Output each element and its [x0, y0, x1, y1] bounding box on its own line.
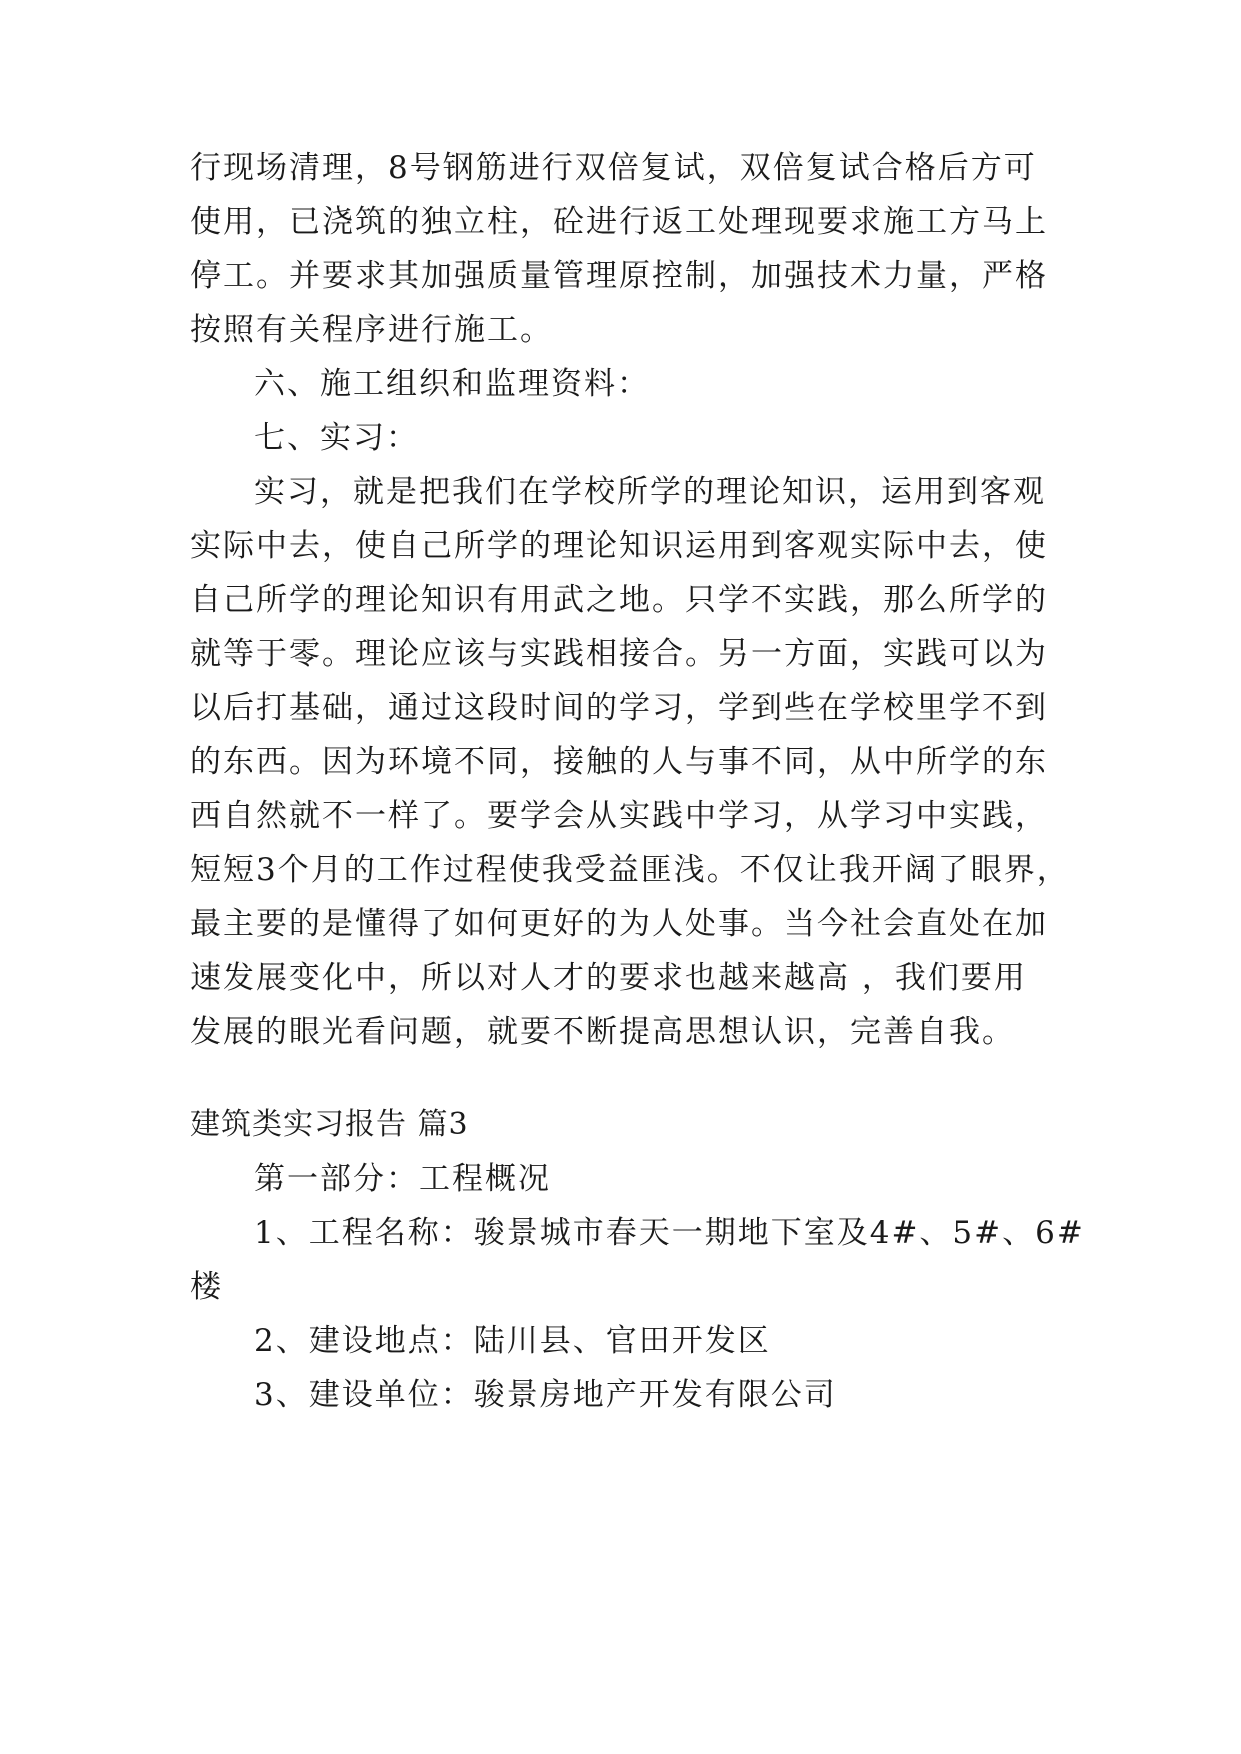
- paragraph-line: 使用，已浇筑的独立柱，砼进行返工处理现要求施工方马上: [190, 204, 1048, 240]
- paragraph-line: 停工。并要求其加强质量管理原控制，加强技术力量，严格: [190, 258, 1048, 294]
- list-item: 3、建设单位：骏景房地产开发有限公司: [254, 1377, 837, 1413]
- paragraph-line: 行现场清理，8号钢筋进行双倍复试，双倍复试合格后方可: [190, 150, 1037, 186]
- paragraph-line: 自己所学的理论知识有用武之地。只学不实践，那么所学的: [190, 582, 1048, 618]
- list-item-continuation: 楼: [190, 1269, 223, 1305]
- paragraph-line: 实际中去，使自己所学的理论知识运用到客观实际中去，使: [190, 528, 1048, 564]
- section-title: 建筑类实习报告 篇3: [190, 1107, 469, 1142]
- subheading-line: 六、施工组织和监理资料：: [254, 366, 650, 402]
- paragraph-line: 以后打基础，通过这段时间的学习，学到些在学校里学不到: [190, 690, 1048, 726]
- paragraph-line: 发展的眼光看问题，就要不断提高思想认识，完善自我。: [190, 1014, 1015, 1050]
- list-item: 1、工程名称：骏景城市春天一期地下室及4#、5#、6#: [254, 1215, 1085, 1251]
- paragraph-line: 的东西。因为环境不同，接触的人与事不同，从中所学的东: [190, 744, 1048, 780]
- paragraph-line: 速发展变化中，所以对人才的要求也越来越高 ，我们要用: [190, 960, 1027, 996]
- paragraph-line: 西自然就不一样了。要学会从实践中学习，从学习中实践，: [190, 798, 1048, 834]
- paragraph-line: 按照有关程序进行施工。: [190, 312, 553, 348]
- paragraph-line: 短短3个月的工作过程使我受益匪浅。不仅让我开阔了眼界，: [190, 852, 1070, 888]
- paragraph-line: 实习，就是把我们在学校所学的理论知识，运用到客观: [254, 474, 1046, 510]
- paragraph-line: 就等于零。理论应该与实践相接合。另一方面，实践可以为: [190, 636, 1048, 672]
- subheading-line: 七、实习：: [254, 420, 419, 456]
- part-heading: 第一部分：工程概况: [254, 1161, 551, 1197]
- list-item: 2、建设地点：陆川县、官田开发区: [254, 1323, 771, 1359]
- paragraph-line: 最主要的是懂得了如何更好的为人处事。当今社会直处在加: [190, 906, 1048, 942]
